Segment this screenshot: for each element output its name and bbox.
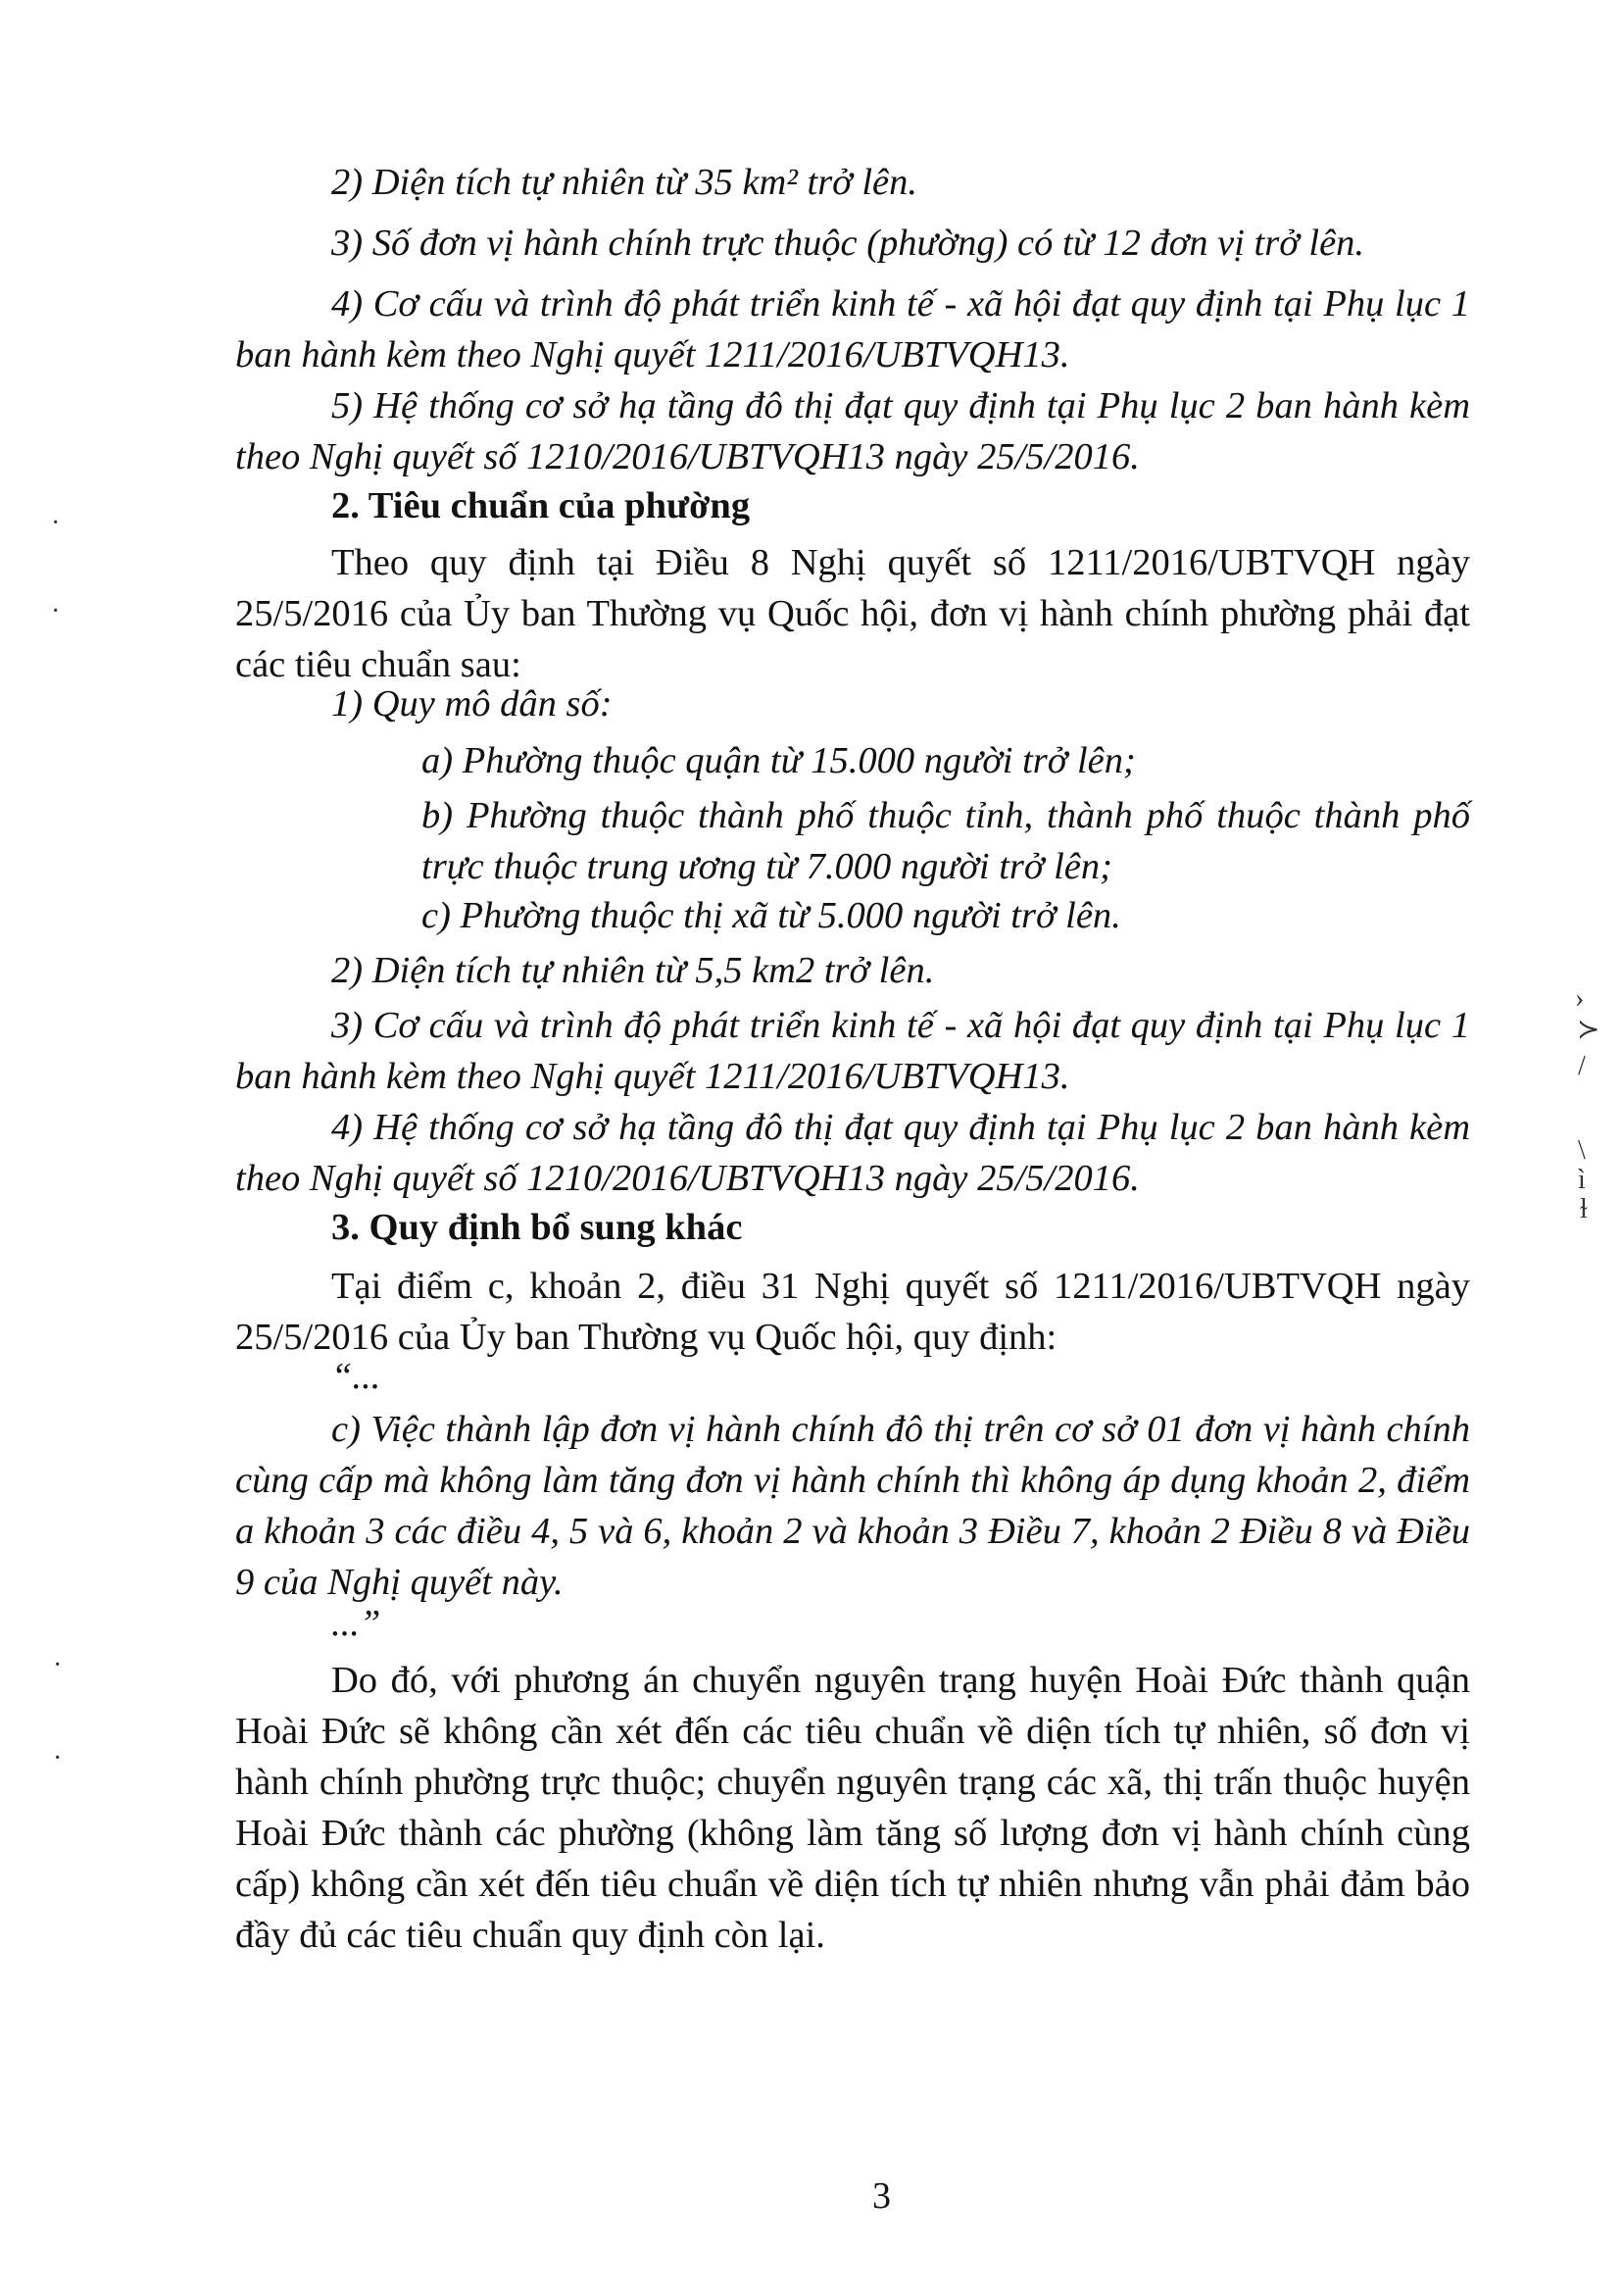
page-number: 3 [872,2175,891,2217]
section-3-heading: 3. Quy định bổ sung khác [331,1207,743,1248]
ward-population-district: a) Phường thuộc quận từ 15.000 người trở lên; [421,740,1136,781]
section-3-intro: Tại điểm c, khoản 2, điều 31 Nghị quyết số 1211/2016/UBTVQH ngày 25/5/2016 của Ủy ban Thường vụ Quốc hội, quy định: [235,1266,1470,1358]
ward-economy: 3) Cơ cấu và trình độ phát triển kinh tế - xã hội đạt quy định tại Phụ lục 1 ban hành kèm theo Nghị quyết 1211/2016/UBTVQH13. [235,1005,1470,1097]
quote-open: “... [331,1356,381,1397]
document-page: 2) Diện tích tự nhiên từ 35 km² trở lên. 3) Số đơn vị hành chính trực thuộc (phường) có từ 12 đơn vị trở lên. 4) Cơ cấu và trình độ phát triển kinh tế - xã hội đạt quy định tại Phụ lục 1 ban hành kèm theo Nghị quyết 1211/2016/UBTVQH13. 5) Hệ thống cơ sở hạ tầng đô thị đạt quy định tại Phụ lục 2 ban hành kèm theo Nghị quyết số 1210/2016/UBTVQH13 ngày 25/5/2016. 2. Tiêu chuẩn của phường Theo quy định tại Điều 8 Nghị quyết số 1211/2016/UBTVQH ngày 25/5/2016 của Ủy ban Thường vụ Quốc hội, đơn vị hành chính phường phải đạt các tiêu chuẩn sau: 1) Quy mô dân số: a) Phường thuộc quận từ 15.000 người trở lên; b) Phường thuộc thành phố thuộc tỉnh, thành phố thuộc thành phố trực thuộc trung ương từ 7.000 người trở lên; c) Phường thuộc thị xã từ 5.000 người trở lên. 2) Diện tích tự nhiên từ 5,5 km2 trở lên. 3) Cơ cấu và trình độ phát triển kinh tế - xã hội đạt quy định tại Phụ lục 1 ban hành kèm theo Nghị quyết 1211/2016/UBTVQH13. 4) Hệ thống cơ sở hạ tầng đô thị đạt quy định tại Phụ lục 2 ban hành kèm theo Nghị quyết số 1210/2016/UBTVQH13 ngày 25/5/2016. 3. Quy định bổ sung khác Tại điểm c, khoản 2, điều 31 Nghị quyết số 1211/2016/UBTVQH ngày 25/5/2016 của Ủy ban Thường vụ Quốc hội, quy định: “... c) Việc thành lập đơn vị hành chính đô thị trên cơ sở 01 đơn vị hành chính cùng cấp mà không làm tăng đơn vị hành chính thì không áp dụng khoản 2, điểm a khoản 3 các điều 4, 5 và 6, khoản 2 và khoản 3 Điều 7, khoản 2 Điều 8 và Điều 9 của Nghị quyết này. ...” Do đó, với phương án chuyển nguyên trạng huyện Hoài Đức thành quận Hoài Đức sẽ không cần xét đến các tiêu chuẩn về diện tích tự nhiên, số đơn vị hành chính phường trực thuộc; chuyển nguyên trạng các xã, thị trấn thuộc huyện Hoài Đức thành các phường (không làm tăng số lượng đơn vị hành chính cùng cấp) không cần xét đến tiêu chuẩn về diện tích tự nhiên nhưng vẫn phải đảm bảo đầy đủ các tiêu chuẩn quy định còn lại. 3 › ≻ / \ ì ɫ · · · · [0,0,1623,2296]
ward-area: 2) Diện tích tự nhiên từ 5,5 km2 trở lên. [331,950,935,991]
ward-infrastructure: 4) Hệ thống cơ sở hạ tầng đô thị đạt quy định tại Phụ lục 2 ban hành kèm theo Nghị quyết số 1210/2016/UBTVQH13 ngày 25/5/2016. [235,1107,1470,1199]
criterion-economy: 4) Cơ cấu và trình độ phát triển kinh tế - xã hội đạt quy định tại Phụ lục 1 ban hành kèm theo Nghị quyết 1211/2016/UBTVQH13. [235,283,1470,375]
conclusion-paragraph: Do đó, với phương án chuyển nguyên trạng huyện Hoài Đức thành quận Hoài Đức sẽ không cần xét đến các tiêu chuẩn về diện tích tự nhiên, số đơn vị hành chính phường trực thuộc; chuyển nguyên trạng các xã, thị trấn thuộc huyện Hoài Đức thành các phường (không làm tăng số lượng đơn vị hành chính cùng cấp) không cần xét đến tiêu chuẩn về diện tích tự nhiên nhưng vẫn phải đảm bảo đầy đủ các tiêu chuẩn quy định còn lại. [235,1660,1470,1956]
criterion-infrastructure: 5) Hệ thống cơ sở hạ tầng đô thị đạt quy định tại Phụ lục 2 ban hành kèm theo Nghị quyết số 1210/2016/UBTVQH13 ngày 25/5/2016. [235,385,1470,477]
ward-population-heading: 1) Quy mô dân số: [331,683,613,724]
quoted-clause: c) Việc thành lập đơn vị hành chính đô thị trên cơ sở 01 đơn vị hành chính cùng cấp mà không làm tăng đơn vị hành chính thì không áp dụng khoản 2, điểm a khoản 3 các điều 4, 5 và 6, khoản 2 và khoản 3 Điều 7, khoản 2 Điều 8 và Điều 9 của Nghị quyết này. [235,1409,1470,1603]
section-2-heading: 2. Tiêu chuẩn của phường [331,485,751,526]
quote-close: ...” [331,1603,381,1644]
section-2-intro: Theo quy định tại Điều 8 Nghị quyết số 1211/2016/UBTVQH ngày 25/5/2016 của Ủy ban Thường vụ Quốc hội, đơn vị hành chính phường phải đạt các tiêu chuẩn sau: [235,542,1470,685]
criterion-subunits: 3) Số đơn vị hành chính trực thuộc (phường) có từ 12 đơn vị trở lên. [331,223,1365,264]
criterion-area: 2) Diện tích tự nhiên từ 35 km² trở lên. [331,162,918,203]
ward-population-town: c) Phường thuộc thị xã từ 5.000 người trở lên. [421,895,1121,936]
ward-population-city: b) Phường thuộc thành phố thuộc tỉnh, thành phố thuộc thành phố trực thuộc trung ương từ 7.000 người trở lên; [421,795,1470,887]
